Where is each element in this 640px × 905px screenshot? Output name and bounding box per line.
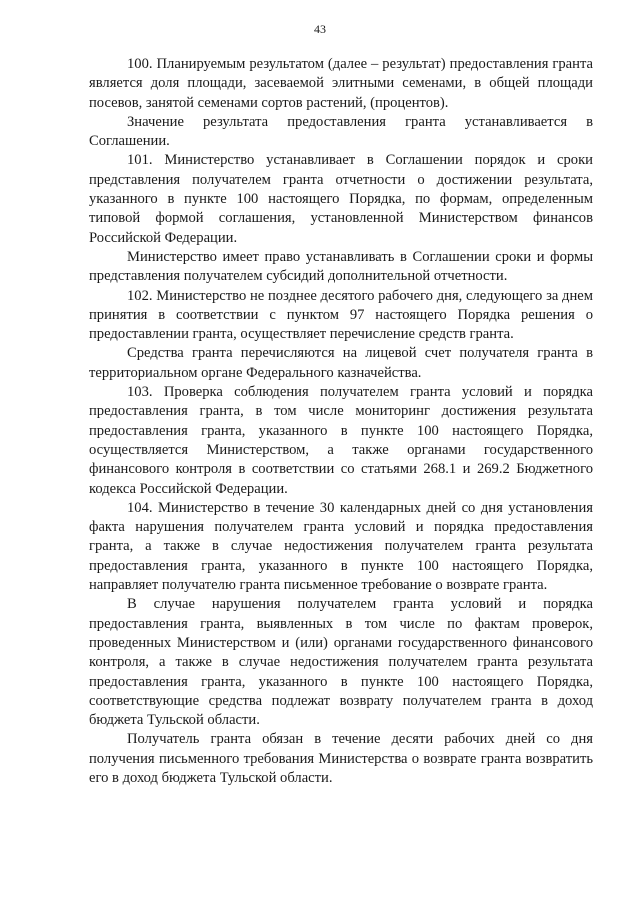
paragraph-104: 104. Министерство в течение 30 календарных дней со дня установления факта нарушения получателем гранта условий и порядка предоставления гранта, а также в случае недостижения получателем гранта результата предоставления гранта, указанного в пункте 100 настоящего Порядка, направляет получателю гранта письменное требование о возврате гранта. (89, 499, 593, 594)
paragraph-101: 101. Министерство устанавливает в Соглашении порядок и сроки представления получателем гранта отчетности о достижении результата, указанного в пункте 100 настоящего Порядка, по формам, определенным типовой формой соглашения, установленной Министерством финансов Российской Федерации. (89, 152, 593, 246)
paragraph-100: 100. Планируемым результатом (далее – результат) предоставления гранта является доля площади, засеваемой элитными семенами, в общей площади посевов, занятой семенами сортов растений, (процентов). (89, 56, 593, 111)
page-number: 43 (314, 22, 326, 36)
paragraph-additional-reporting: Министерство имеет право устанавливать в Соглашении сроки и формы представления получателем субсидий дополнительной отчетности. (89, 248, 593, 285)
paragraph-transfer-account: Средства гранта перечисляются на лицевой счет получателя гранта в территориальном органе Федерального казначейства. (89, 345, 593, 381)
paragraph-violation-refund: В случае нарушения получателем гранта условий и порядка предоставления гранта, выявленных в том числе по фактам проверок, проведенных Министерством и (или) органами государственного финансового контроля, а также в случае недостижения получателем гранта результата предоставления гранта, указанного в пункте 100 настоящего Порядка, соответствующие средства подлежат возврату получателем гранта в доход бюджета Тульской области. (89, 596, 593, 729)
paragraph-result-value: Значение результата предоставления гранта устанавливается в Соглашении. (89, 113, 593, 150)
paragraph-102: 102. Министерство не позднее десятого рабочего дня, следующего за днем принятия в соответствии с пунктом 97 настоящего Порядка решения о предоставлении гранта, осуществляет перечисление средств гранта. (89, 287, 593, 343)
paragraph-return-obligation: Получатель гранта обязан в течение десяти рабочих дней со дня получения письменного требования Министерства о возврате гранта возвратить его в доход бюджета Тульской области. (89, 731, 593, 786)
paragraph-103: 103. Проверка соблюдения получателем гранта условий и порядка предоставления гранта, в том числе мониторинг достижения результата предоставления гранта, указанного в пункте 100 настоящего Порядка, осуществляется Министерством, а также органами государственного финансового контроля в соответствии со статьями 268.1 и 269.2 Бюджетного кодекса Российской Федерации. (89, 384, 593, 497)
